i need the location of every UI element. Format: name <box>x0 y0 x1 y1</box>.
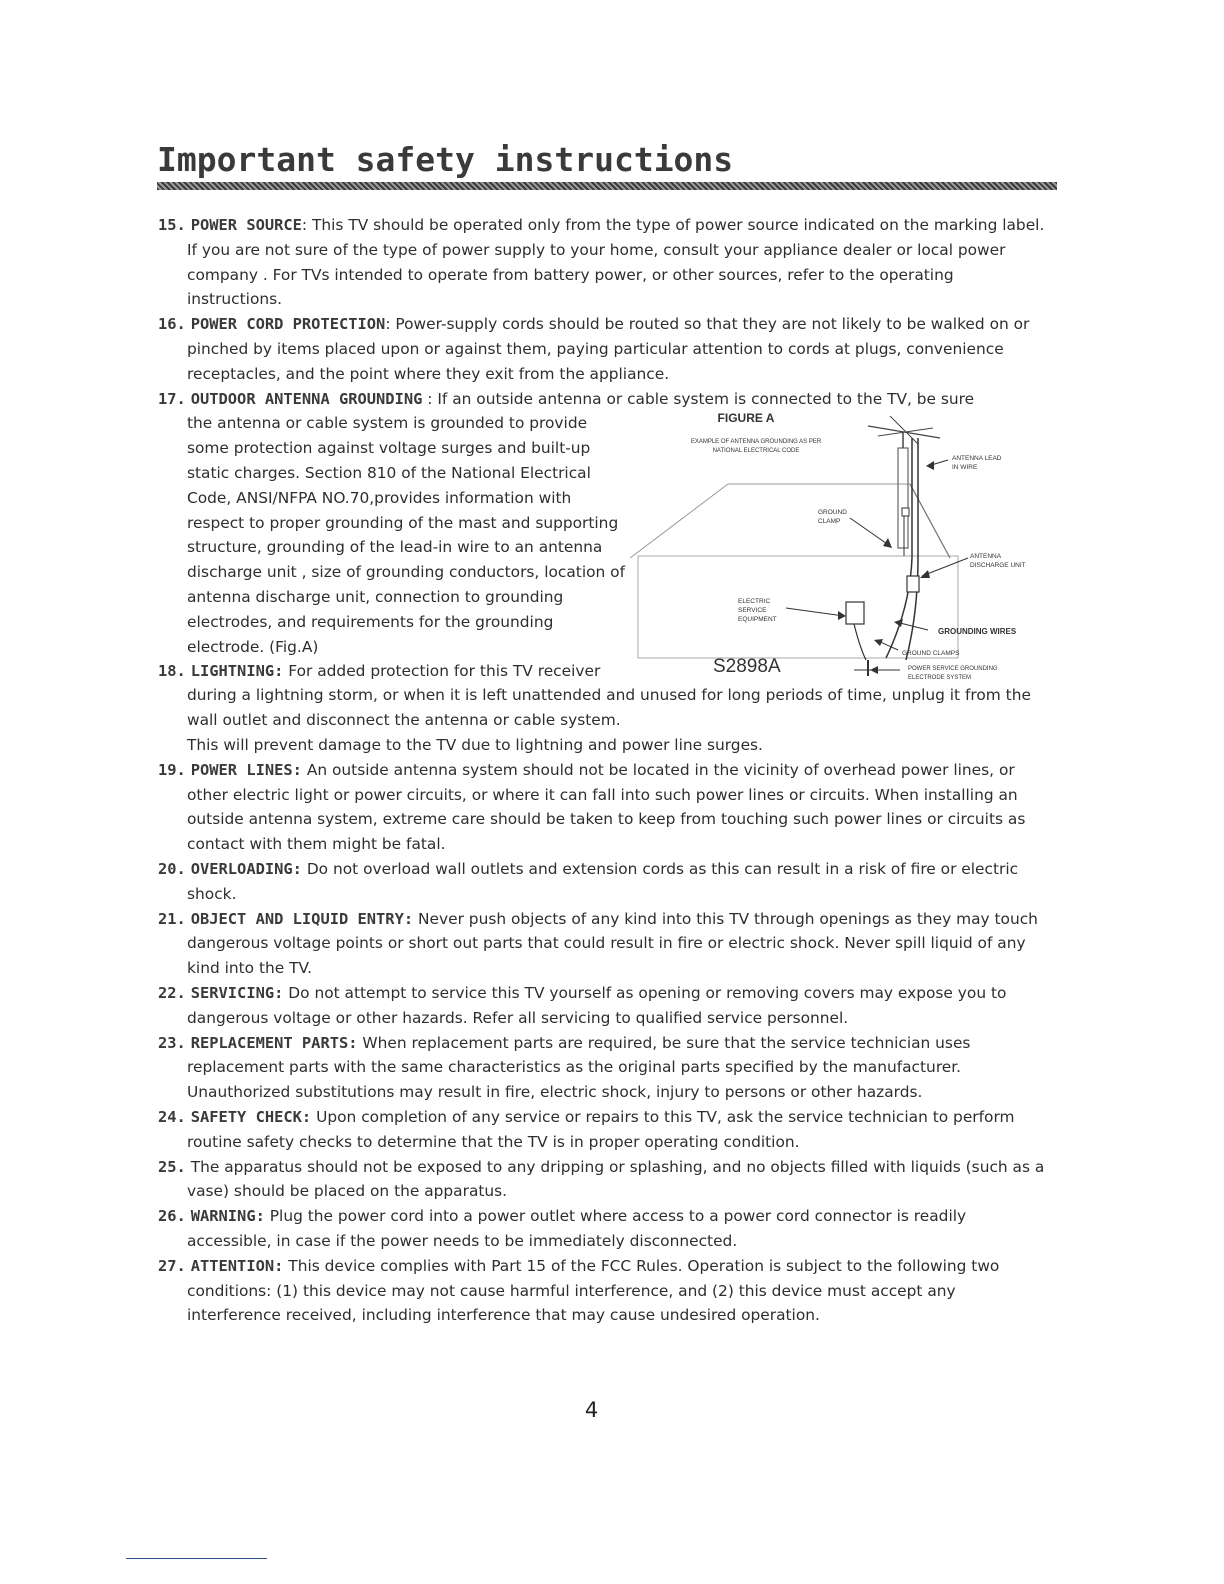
item-number: 18. <box>158 661 186 680</box>
item-text: Power-supply cords should be routed so that they are not likely to be walked on or pinched by items placed upon or against them, paying particular attention to cords at plugs, convenience receptacles, and the point where they exit from the appliance. <box>187 315 1030 383</box>
item-number: 25. <box>158 1157 186 1176</box>
item-number: 15. <box>158 216 186 234</box>
item-number: 26. <box>158 1207 186 1226</box>
item-heading: OVERLOADING: <box>190 859 302 878</box>
instruction-item-23 <box>158 1031 1048 1105</box>
label-electric-service: ELECTRIC <box>738 598 771 605</box>
item-text: Do not attempt to service this TV yourself as opening or removing covers may expose you to dangerous voltage or other hazards. Refer all servicing to qualified service personnel. <box>187 983 1007 1027</box>
instruction-item-27 <box>158 1254 1048 1328</box>
item-number: 17. <box>158 389 186 408</box>
item-text: Do not overload wall outlets and extension cords as this can result in a risk of fire or electric shock. <box>187 859 1019 903</box>
label-discharge-unit: ANTENNA <box>970 553 1002 560</box>
item-heading: ATTENTION: <box>190 1256 284 1275</box>
service-wire <box>854 624 866 660</box>
item-heading: POWER LINES: <box>190 760 302 779</box>
instruction-item-25 <box>158 1155 1048 1205</box>
item-separator: : <box>301 216 312 234</box>
item-separator: : <box>422 389 438 408</box>
ground-clamp <box>902 508 909 516</box>
item-heading: OBJECT AND LIQUID ENTRY: <box>190 909 414 928</box>
instruction-item-20 <box>158 857 1048 907</box>
instruction-item-19 <box>158 758 1048 857</box>
item-text: Never push objects of any kind into this TV through openings as they may touch dangerous voltage points or short out parts that could result in fire or electric shock. Never spill liquid of any kind into the TV. <box>187 909 1038 978</box>
item-number: 23. <box>158 1033 186 1052</box>
arrow-ground-clamp <box>850 518 890 546</box>
instruction-item-22 <box>158 981 1048 1031</box>
item-text: The apparatus should not be exposed to any dripping or splashing, and no objects filled with liquids (such as a vase) should be placed on the apparatus. <box>187 1157 1045 1201</box>
label-antenna-lead: IN WIRE <box>952 464 978 471</box>
figure-subtitle: NATIONAL ELECTRICAL CODE <box>712 448 800 454</box>
label-power-service: ELECTRODE SYSTEM <box>908 675 972 681</box>
item-heading: POWER SOURCE <box>190 216 302 234</box>
item-heading: OUTDOOR ANTENNA GROUNDING <box>190 389 423 408</box>
label-electric-service: SERVICE <box>738 607 767 614</box>
item-heading: POWER CORD PROTECTION <box>190 315 386 334</box>
item-heading: WARNING: <box>190 1207 265 1226</box>
item-number: 21. <box>158 909 186 928</box>
label-discharge-unit: DISCHARGE UNIT <box>970 562 1026 569</box>
arrow-head <box>926 461 934 470</box>
item-text: Upon completion of any service or repairs to this TV, ask the service technician to perform routine safety checks to determine that the TV is in proper operating condition. <box>187 1107 1015 1151</box>
item-text-extra: This will prevent damage to the TV due to lightning and power line surges. <box>187 735 763 754</box>
item-number: 24. <box>158 1107 186 1126</box>
house-roof <box>630 484 950 558</box>
item-text: For added protection for this TV receiver <box>288 661 601 680</box>
antenna-mast <box>898 448 908 548</box>
label-ground-clamp: GROUND <box>818 509 847 516</box>
title-underline <box>157 182 1057 190</box>
label-electric-service: EQUIPMENT <box>738 616 777 623</box>
item-text: This device complies with Part 15 of the FCC Rules. Operation is subject to the following two conditions: (1) this device may not cause harmful interference, and (2) this device must accept any interference received, including interference that may cause undesired operation. <box>187 1256 1000 1325</box>
electric-service-box <box>846 602 864 624</box>
item-number: 20. <box>158 859 186 878</box>
arrow-head <box>883 538 892 548</box>
item-text: This TV should be operated only from the type of power source indicated on the marking label. If you are not sure of the type of power supply to your home, consult your appliance dealer or local power company . For TVs intended to operate from battery power, or other sources, refer to the operating instructions. <box>187 216 1045 309</box>
item-number: 22. <box>158 983 186 1002</box>
instruction-item-21 <box>158 907 1048 981</box>
label-ground-clamps: GROUND CLAMPS <box>902 650 960 657</box>
page-title: Important safety instructions <box>157 140 734 179</box>
item-text: An outside antenna system should not be located in the vicinity of overhead power lines, or other electric light or power circuits, or where it can fall into such power lines or circuits. When installing an outside antenna system, extreme care should be taken to keep from touching such power lines or circuits as contact with them might be fatal. <box>187 760 1026 854</box>
instructions-list <box>158 213 1048 1328</box>
antenna-grounding-diagram <box>628 408 1048 690</box>
label-power-service: POWER SERVICE GROUNDING <box>908 666 998 672</box>
item-text: When replacement parts are required, be sure that the service technician uses replacement parts with the same characteristics as the original parts specified by the manufacturer. Unauthorized substitutions may result in fire, electric shock, injury to persons or other hazards. <box>187 1033 971 1102</box>
arrow-electric <box>786 608 844 616</box>
page-number: 4 <box>584 1398 599 1422</box>
label-ground-clamp: CLAMP <box>818 518 841 525</box>
instruction-item-16 <box>158 312 1048 386</box>
footer-line <box>126 1558 267 1559</box>
item-number: 19. <box>158 760 186 779</box>
item-heading: SERVICING: <box>190 983 284 1002</box>
item-text-column: the antenna or cable system is grounded to provide some protection against voltage surges and built-up static charges. Section 810 of the National Electrical Code, ANSI/NFPA NO.70,provides information with respect to proper grounding of the mast and supporting structure, grounding of the lead-in wire to an antenna discharge unit , size of grounding conductors, location of antenna discharge unit, connection to grounding electrodes, and requirements for the grounding electrode. (Fig.A) <box>187 414 625 656</box>
figure-subtitle: EXAMPLE OF ANTENNA GROUNDING AS PER <box>690 439 822 445</box>
roof-edge <box>910 484 950 558</box>
discharge-unit <box>907 576 919 592</box>
item-number: 27. <box>158 1256 186 1275</box>
arrow-head <box>870 666 878 674</box>
antenna-grounding-figure <box>628 408 1048 690</box>
arrow-discharge <box>922 558 968 576</box>
figure-title: FIGURE A <box>717 411 775 425</box>
item-number: 16. <box>158 315 186 334</box>
label-grounding-wires: GROUNDING WIRES <box>938 627 1017 636</box>
model-number: S2898A <box>713 656 781 677</box>
instruction-item-24 <box>158 1105 1048 1155</box>
instruction-item-26 <box>158 1204 1048 1254</box>
instruction-item-15 <box>158 213 1048 312</box>
label-antenna-lead: ANTENNA LEAD <box>952 455 1002 462</box>
item-heading: REPLACEMENT PARTS: <box>190 1033 358 1052</box>
item-text: Plug the power cord into a power outlet where access to a power cord connector is readily accessible, in case if the power needs to be immediately disconnected. <box>187 1207 967 1250</box>
item-heading: SAFETY CHECK: <box>190 1107 312 1126</box>
arrow-head <box>920 570 930 578</box>
item-separator: : <box>385 315 396 334</box>
item-text-continued: during a lightning storm, or when it is left unattended and unused for long periods of time, unplug it from the wall outlet and disconnect the antenna or cable system. <box>187 686 1031 730</box>
item-text: If an outside antenna or cable system is connected to the TV, be sure <box>437 389 975 408</box>
arrow-head <box>838 611 846 620</box>
item-heading: LIGHTNING: <box>190 661 284 680</box>
